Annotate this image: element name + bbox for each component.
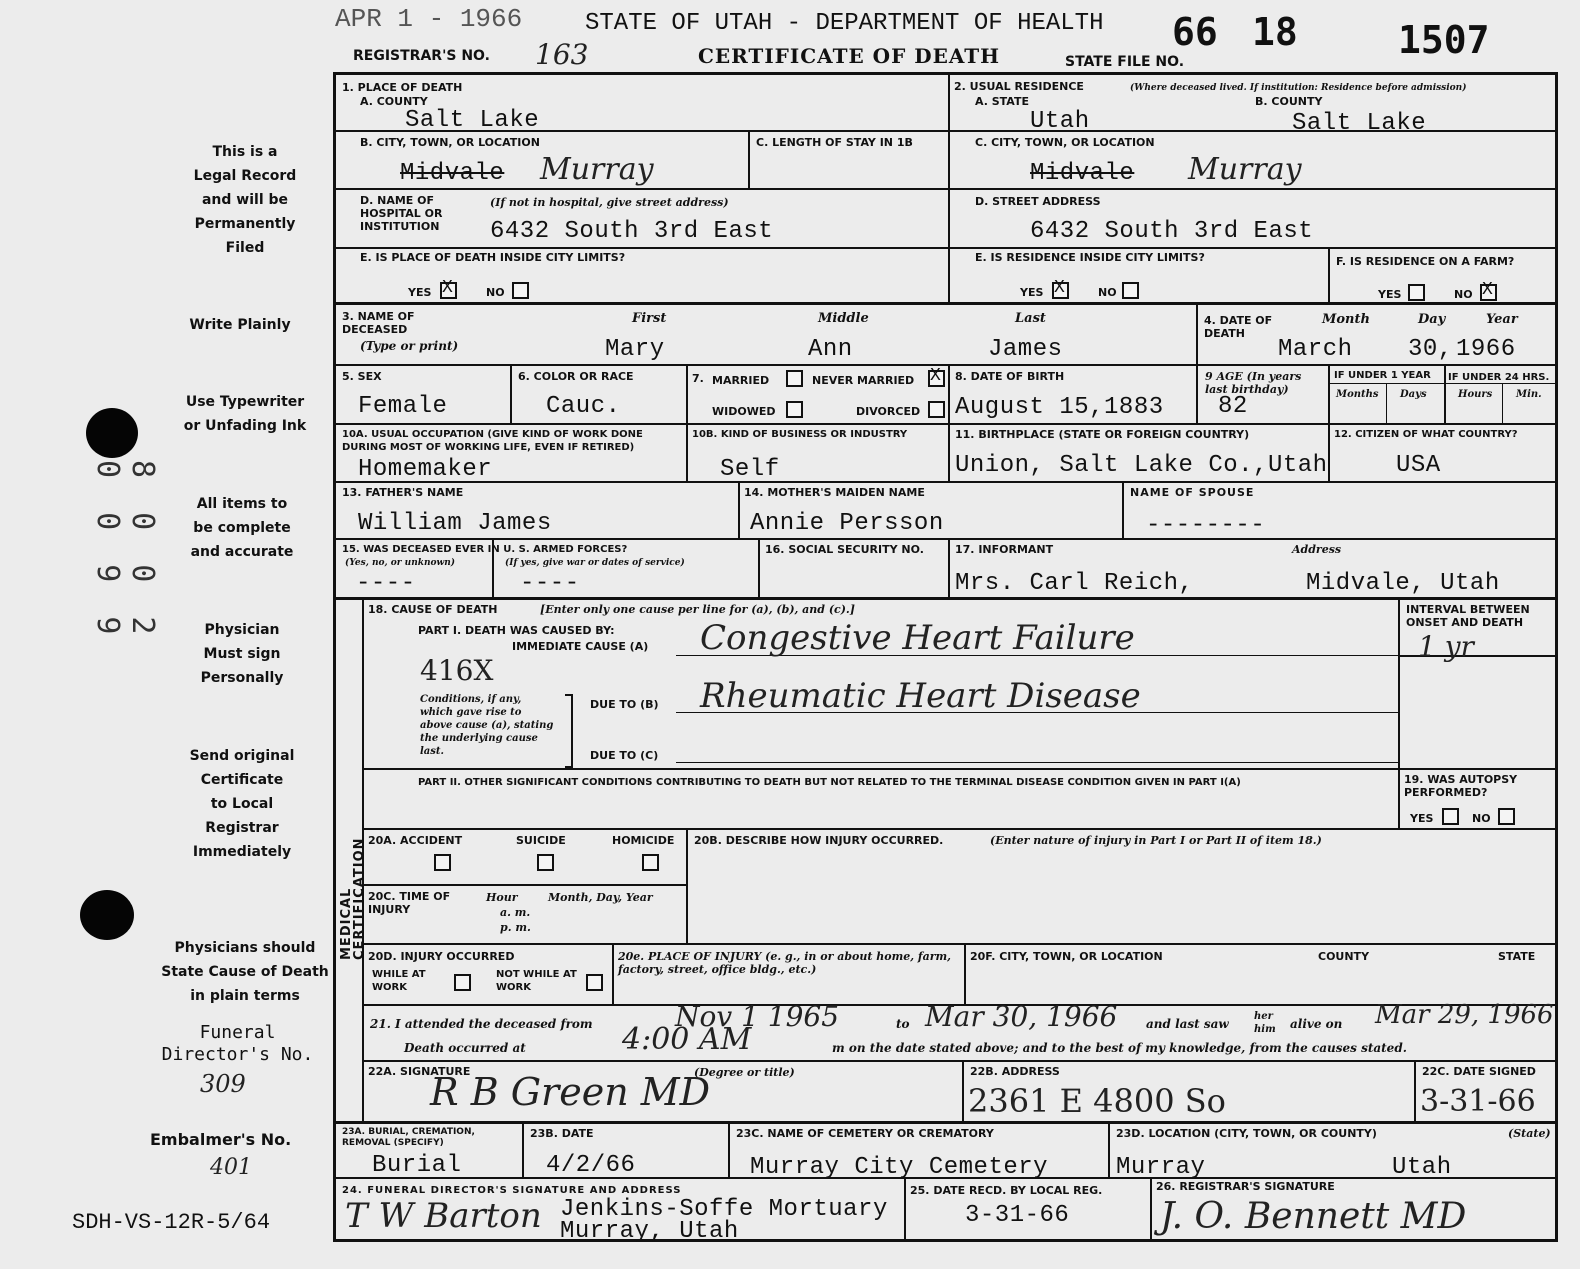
rule [335, 1121, 1558, 1124]
residence-street: 6432 South 3rd East [1030, 218, 1314, 245]
homicide-checkbox[interactable] [642, 854, 659, 871]
mother-name-label: 14. MOTHER'S MAIDEN NAME [744, 486, 925, 499]
rule [1328, 364, 1330, 481]
city-label: B. CITY, TOWN, OR LOCATION [360, 136, 540, 149]
bracket [565, 694, 573, 768]
typewriter-note: Use Typewriter or Unfading Ink [183, 394, 307, 434]
suicide-checkbox[interactable] [537, 854, 554, 871]
rule [362, 884, 688, 886]
funeral-director-signature: T W Barton [345, 1196, 542, 1236]
never-married-checkbox[interactable]: X [928, 370, 945, 387]
while-at-work-label: WHILE AT WORK [372, 969, 426, 993]
embalmer-label: Embalmer's No. [150, 1130, 292, 1149]
cause-of-death-note: [Enter only one cause per line for (a), (b), and (c).] [540, 603, 855, 616]
rule [1196, 302, 1198, 423]
age-value: 82 [1218, 393, 1248, 420]
am-label: a. m. [500, 906, 531, 919]
citizen-value: USA [1396, 452, 1441, 479]
registrar-no: 163 [535, 38, 589, 71]
death-inside-city-no-checkbox[interactable] [512, 282, 529, 299]
part2-label: PART II. OTHER SIGNIFICANT CONDITIONS CONTRIBUTING TO DEATH BUT NOT RELATED TO THE TERMINAL DISEASE CONDITION GIVEN IN PART I(A) [418, 777, 1241, 788]
middle-name: Ann [808, 336, 853, 363]
accident-label: 20A. ACCIDENT [368, 834, 463, 847]
date-signed-label: 22C. DATE SIGNED [1422, 1065, 1536, 1078]
first-label: First [632, 311, 667, 326]
father-name-label: 13. FATHER'S NAME [342, 486, 464, 499]
interval-value: 1 yr [1418, 630, 1474, 663]
rule [738, 481, 740, 538]
cause-of-death-label: 18. CAUSE OF DEATH [368, 603, 498, 616]
business-value: Self [720, 456, 780, 483]
place-of-injury-label: 20e. PLACE OF INJURY (e. g., in or about home, farm, factory, street, office bldg., etc.) [618, 950, 952, 976]
registrar-label: REGISTRAR'S NO. [353, 48, 490, 64]
usual-residence-label: 2. USUAL RESIDENCE [954, 80, 1084, 93]
father-name: William James [358, 510, 552, 537]
interval-label: INTERVAL BETWEEN ONSET AND DEATH [1406, 603, 1530, 629]
informant-label: 17. INFORMANT [955, 543, 1054, 556]
occupation-value: Homemaker [358, 456, 493, 483]
burial-label: 23A. BURIAL, CREMATION, REMOVAL (SPECIFY) [342, 1127, 475, 1148]
not-while-at-work-label: NOT WHILE AT WORK [496, 969, 577, 993]
to-label: to [896, 1017, 910, 1031]
divorced-label: DIVORCED [856, 405, 921, 418]
punch-hole-bottom [80, 890, 134, 940]
months-label: Months [1336, 389, 1379, 400]
part1-label: PART I. DEATH WAS CAUSED BY: [418, 624, 615, 637]
rule [335, 597, 1558, 600]
burial-date: 4/2/66 [546, 1152, 636, 1179]
county-label: A. COUNTY [360, 95, 428, 108]
form-number: SDH-VS-12R-5/64 [72, 1210, 271, 1235]
knowledge-statement: m on the date stated above; and to the best of my knowledge, from the causes stated. [832, 1041, 1407, 1055]
injury-county-label: COUNTY [1318, 950, 1370, 963]
burial-date-label: 23B. DATE [530, 1127, 594, 1140]
vertical-serial: 8 0 0 2 0 0 9 9 [90, 460, 160, 643]
no-label: NO [1454, 288, 1473, 301]
attendance-label: 21. I attended the deceased from [370, 1017, 593, 1031]
rule [1398, 597, 1400, 828]
legal-record-note: This is a Legal Record and will be Permanently Filed [193, 144, 297, 256]
first-name: Mary [605, 336, 665, 363]
mortuary-name: Jenkins-Soffe Mortuary [560, 1196, 888, 1223]
sex-value: Female [358, 393, 448, 420]
rule [758, 538, 760, 597]
rule [686, 364, 688, 481]
yes-label: YES [1410, 812, 1434, 825]
injury-description-note: (Enter nature of injury in Part I or Part II of item 18.) [990, 834, 1322, 847]
year-label: Year [1486, 312, 1518, 327]
write-plainly-note: Write Plainly [189, 317, 291, 333]
rule [686, 828, 688, 943]
death-city-handwritten: Murray [540, 152, 654, 187]
armed-forces-note: (Yes, no, or unknown) [345, 558, 456, 568]
rule [335, 364, 1558, 366]
funeral-director-signature-label: 24. FUNERAL DIRECTOR'S SIGNATURE AND ADDRESS [342, 1185, 682, 1196]
punch-hole-top [86, 408, 138, 458]
yes-label: YES [408, 286, 432, 299]
disposition: Burial [372, 1152, 462, 1179]
rule [612, 943, 614, 1004]
middle-label: Middle [818, 311, 869, 326]
residence-city-label: C. CITY, TOWN, OR LOCATION [975, 136, 1155, 149]
place-of-death-label: 1. PLACE OF DEATH [342, 81, 463, 94]
residence-county-label: B. COUNTY [1255, 95, 1323, 108]
no-label: NO [1472, 812, 1491, 825]
rule [748, 130, 750, 188]
conditions-note: Conditions, if any, which gave rise to above cause (a), stating the underlying cause last. [420, 694, 554, 757]
residence-city-handwritten: Murray [1188, 152, 1302, 187]
informant-address-label: Address [1292, 543, 1342, 556]
day-label: Day [1418, 312, 1446, 327]
rule [1502, 383, 1503, 423]
rule [362, 768, 1558, 770]
date-of-birth: August 15,1883 [955, 394, 1164, 421]
hour-label: Hour [486, 891, 518, 904]
rule [335, 247, 1558, 249]
rule [948, 538, 950, 597]
rule [335, 538, 1558, 540]
divorced-checkbox[interactable] [928, 401, 945, 418]
signature-label: 22A. SIGNATURE [368, 1065, 471, 1078]
file-number-part3: 1507 [1398, 18, 1490, 62]
race-label: 6. COLOR OR RACE [518, 370, 634, 383]
physicians-state-note: Physicians should State Cause of Death in plain terms [161, 940, 329, 1004]
no-label: NO [1098, 286, 1117, 299]
widowed-label: WIDOWED [712, 405, 776, 418]
received-stamp: APR 1 - 1966 [335, 4, 523, 34]
while-at-work-checkbox[interactable] [454, 974, 471, 991]
rule [728, 1121, 730, 1177]
burial-location: Murray [1116, 1154, 1206, 1181]
married-checkbox[interactable] [786, 370, 803, 387]
mother-name: Annie Persson [750, 510, 944, 537]
rule [948, 364, 950, 481]
funeral-director-label: Funeral Director's No. [161, 1022, 314, 1065]
send-original-note: Send original Certificate to Local Registrar Immediately [189, 748, 295, 860]
her-him-label: her him [1254, 1011, 1276, 1035]
under-24-hours-label: IF UNDER 24 HRS. [1448, 372, 1550, 383]
yes-label: YES [1378, 288, 1402, 301]
rule [948, 74, 950, 302]
race-value: Cauc. [546, 393, 621, 420]
residence-city-struck: Midvale [1030, 160, 1135, 187]
informant-name: Mrs. Carl Reich, [955, 570, 1194, 597]
injury-description-label: 20B. DESCRIBE HOW INJURY OCCURRED. [694, 834, 944, 847]
immediate-cause-label: IMMEDIATE CAUSE (A) [512, 640, 649, 653]
registrar-signature-label: 26. REGISTRAR'S SIGNATURE [1156, 1180, 1335, 1193]
alive-on-date: Mar 29, 1966 [1375, 1000, 1554, 1030]
rule [362, 1060, 1558, 1062]
rule [1386, 383, 1387, 423]
autopsy-label: 19. WAS AUTOPSY PERFORMED? [1404, 773, 1518, 799]
burial-state: Utah [1392, 1154, 1452, 1181]
occupation-label: 10A. USUAL OCCUPATION (GIVE KIND OF WORK DONE DURING MOST OF WORKING LIFE, EVEN IF RETIRED) [342, 429, 643, 453]
farm-yes-checkbox[interactable] [1408, 284, 1425, 301]
embalmer-no: 401 [210, 1155, 252, 1180]
pm-label: p. m. [500, 921, 531, 934]
farm-label: F. IS RESIDENCE ON A FARM? [1336, 255, 1515, 268]
residence-county: Salt Lake [1292, 110, 1427, 137]
rule [1122, 481, 1124, 538]
rule [1150, 1177, 1152, 1242]
alive-on-label: alive on [1290, 1017, 1343, 1031]
age-label: 9 AGE (In years last birthday) [1205, 370, 1302, 396]
last-label: Last [1015, 311, 1046, 326]
underlying-cause: Rheumatic Heart Disease [700, 676, 1141, 716]
birthplace-value: Union, Salt Lake Co.,Utah [955, 452, 1328, 479]
month-label: Month [1322, 312, 1370, 327]
certificate-title: CERTIFICATE OF DEATH [698, 44, 1001, 68]
death-day: 30, [1408, 336, 1453, 363]
not-while-at-work-checkbox[interactable] [586, 974, 603, 991]
death-occurred-label: Death occurred at [404, 1041, 526, 1055]
rule [1444, 364, 1446, 423]
file-number-part1: 66 [1172, 10, 1218, 54]
registrar-signature: J. O. Bennett MD [1160, 1196, 1467, 1237]
armed-forces-label: 15. WAS DECEASED EVER IN U. S. ARMED FORCES? [342, 544, 628, 555]
injury-city-label: 20F. CITY, TOWN, OR LOCATION [970, 950, 1163, 963]
injury-state-label: STATE [1498, 950, 1536, 963]
complete-items-note: All items to be complete and accurate [190, 496, 294, 560]
war-dates-note: (If yes, give war or dates of service) [505, 558, 685, 568]
time-of-injury-label: 20C. TIME OF INJURY [368, 890, 451, 916]
never-married-label: NEVER MARRIED [812, 374, 915, 387]
rule [335, 423, 1558, 425]
rule [335, 481, 1558, 483]
informant-address: Midvale, Utah [1306, 570, 1500, 597]
death-county: Salt Lake [405, 107, 540, 134]
homicide-label: HOMICIDE [612, 834, 675, 847]
date-received: 3-31-66 [965, 1202, 1070, 1229]
mortuary-city: Murray, Utah [560, 1218, 739, 1245]
length-of-stay-label: C. LENGTH OF STAY IN 1B [756, 136, 913, 149]
due-to-c-label: DUE TO (C) [590, 749, 659, 762]
no-label: NO [486, 286, 505, 299]
state-file-label: STATE FILE NO. [1065, 54, 1185, 70]
yes-label: YES [1020, 286, 1044, 299]
name-of-deceased-label: 3. NAME OF DECEASED [342, 310, 415, 336]
burial-location-label: 23D. LOCATION (CITY, TOWN, OR COUNTY) [1116, 1127, 1377, 1140]
rule [335, 302, 1558, 305]
birthplace-label: 11. BIRTHPLACE (STATE OR FOREIGN COUNTRY) [955, 428, 1250, 441]
cause-code: 416X [420, 654, 494, 687]
physician-sign-note: Physician Must sign Personally [200, 622, 284, 686]
residence-state: Utah [1030, 108, 1090, 135]
death-city-struck: Midvale [400, 160, 505, 187]
hospital-address: 6432 South 3rd East [490, 218, 774, 245]
death-year: 1966 [1456, 336, 1516, 363]
rule [362, 943, 1558, 945]
autopsy-no-checkbox[interactable] [1498, 808, 1515, 825]
rule [1414, 1060, 1416, 1121]
days-label: Days [1400, 389, 1427, 400]
rule [904, 1177, 906, 1242]
last-saw-label: and last saw [1146, 1017, 1229, 1031]
social-security-label: 16. SOCIAL SECURITY NO. [765, 543, 924, 556]
business-label: 10B. KIND OF BUSINESS OR INDUSTRY [692, 429, 908, 440]
attended-from: Nov 1 1965 [675, 1000, 840, 1033]
rule [335, 188, 1558, 190]
date-of-death-label: 4. DATE OF DEATH [1204, 314, 1273, 340]
suicide-label: SUICIDE [516, 834, 566, 847]
medical-certification-label: MEDICAL CERTIFICATION [339, 837, 367, 960]
spouse-label: NAME OF SPOUSE [1130, 486, 1255, 499]
due-to-b-label: DUE TO (B) [590, 698, 659, 711]
rule [964, 943, 966, 1004]
month-day-year-label: Month, Day, Year [548, 891, 653, 904]
accident-checkbox[interactable] [434, 854, 451, 871]
war-dates-value: ---- [520, 570, 580, 597]
injury-occurred-label: 20D. INJURY OCCURRED [368, 950, 515, 963]
rule [362, 828, 1558, 830]
hospital-label: D. NAME OF HOSPITAL OR INSTITUTION [360, 194, 443, 233]
residence-inside-city-yes-checkbox[interactable]: X [1052, 282, 1069, 299]
farm-no-checkbox[interactable]: X [1480, 284, 1497, 301]
marital-label: 7. [692, 372, 704, 385]
inside-city-label: E. IS PLACE OF DEATH INSIDE CITY LIMITS? [360, 251, 626, 264]
armed-forces-value: ---- [356, 570, 416, 597]
physician-address-label: 22B. ADDRESS [970, 1065, 1060, 1078]
under-1-year-label: IF UNDER 1 YEAR [1334, 370, 1431, 381]
funeral-director-no: 309 [200, 1070, 246, 1098]
married-label: MARRIED [712, 374, 770, 387]
residence-inside-city-label: E. IS RESIDENCE INSIDE CITY LIMITS? [975, 251, 1205, 264]
state-label: A. STATE [975, 95, 1029, 108]
rule [1108, 1121, 1110, 1177]
hours-label: Hours [1458, 389, 1493, 400]
time-of-death: 4:00 AM [622, 1022, 752, 1057]
type-or-print-note: (Type or print) [360, 339, 459, 353]
rule [962, 1060, 964, 1121]
rule [1328, 247, 1330, 302]
date-of-birth-label: 8. DATE OF BIRTH [955, 370, 1065, 383]
date-signed: 3-31-66 [1420, 1084, 1536, 1119]
spouse-name: -------- [1146, 512, 1266, 539]
immediate-cause: Congestive Heart Failure [700, 618, 1135, 658]
death-inside-city-yes-checkbox[interactable]: X [440, 282, 457, 299]
cemetery-name: Murray City Cemetery [750, 1154, 1049, 1181]
last-name: James [988, 336, 1063, 363]
burial-state-label: (State) [1508, 1127, 1551, 1140]
cemetery-label: 23C. NAME OF CEMETERY OR CREMATORY [736, 1127, 994, 1140]
sex-label: 5. SEX [342, 370, 382, 383]
department-title: STATE OF UTAH - DEPARTMENT OF HEALTH [585, 10, 1104, 37]
widowed-checkbox[interactable] [786, 401, 803, 418]
rule [522, 1121, 524, 1177]
usual-residence-note: (Where deceased lived. If institution: Residence before admission) [1130, 83, 1467, 93]
date-received-label: 25. DATE RECD. BY LOCAL REG. [910, 1184, 1103, 1197]
citizen-label: 12. CITIZEN OF WHAT COUNTRY? [1334, 429, 1518, 440]
attended-to: Mar 30, 1966 [925, 1000, 1118, 1033]
hospital-note: (If not in hospital, give street address) [490, 196, 729, 209]
autopsy-yes-checkbox[interactable] [1442, 808, 1459, 825]
physician-address: 2361 E 4800 So [968, 1082, 1226, 1120]
residence-inside-city-no-checkbox[interactable] [1122, 282, 1139, 299]
physician-signature: R B Green MD [430, 1070, 711, 1114]
min-label: Min. [1516, 389, 1542, 400]
rule [676, 762, 1400, 763]
file-number-part2: 18 [1252, 10, 1298, 54]
death-month: March [1278, 336, 1353, 363]
degree-label: (Degree or title) [694, 1066, 795, 1079]
rule [510, 364, 512, 423]
street-address-label: D. STREET ADDRESS [975, 195, 1101, 208]
